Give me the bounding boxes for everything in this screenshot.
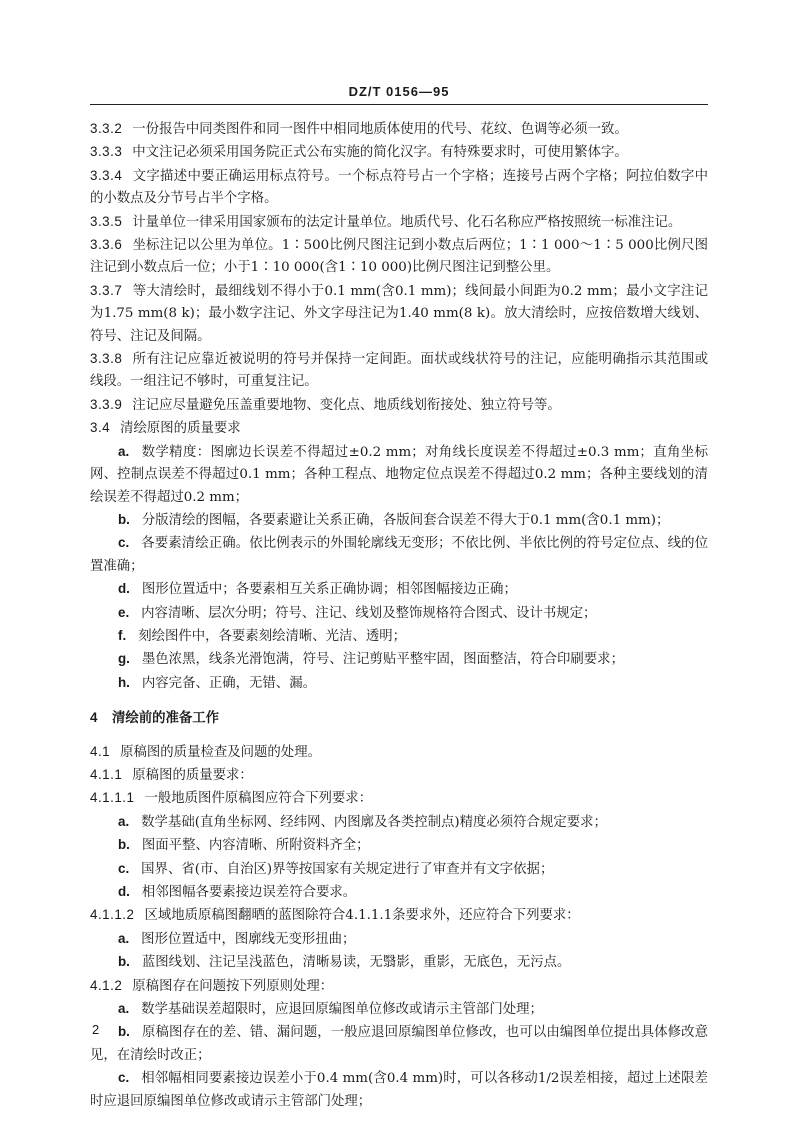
- document-body: [90, 118, 708, 1113]
- clause-text: 文字描述中要正确运用标点符号。一个标点符号占一个字格；连接号占两个字格；阿拉伯数字中的小数点及分节号占半个字格。: [90, 168, 708, 207]
- list-item-text: 数学基础(直角坐标网、经纬网、内图廓及各类控制点)精度必须符合规定要求；: [141, 814, 607, 830]
- list-item: [90, 509, 708, 532]
- clause-text: 一份报告中同类图件和同一图件中相同地质体使用的代号、花纹、色调等必须一致。: [132, 122, 628, 137]
- list-item-text: 刻绘图件中，各要素刻绘清晰、光洁、透明；: [138, 628, 406, 644]
- clause-paragraph: [90, 417, 708, 440]
- list-item-label: a.: [118, 813, 130, 829]
- list-item: [90, 441, 708, 509]
- list-item: [90, 602, 708, 625]
- section-number: 4: [90, 710, 98, 726]
- clause-number: 3.3.9: [90, 396, 123, 412]
- section-title: 清绘前的准备工作: [111, 711, 220, 727]
- clause-paragraph: [90, 975, 708, 998]
- list-item-label: c.: [118, 860, 130, 876]
- clause-number: 3.3.3: [90, 144, 123, 160]
- list-item: [90, 858, 708, 881]
- list-item-text: 内容清晰、层次分明；符号、注记、线划及整饰规格符合图式、设计书规定；: [141, 605, 597, 621]
- clause-text: 注记应尽量避免压盖重要地物、变化点、地质线划衔接处、独立符号等。: [132, 397, 561, 413]
- list-item: [90, 1021, 708, 1067]
- clause-text: 所有注记应靠近被说明的符号并保持一定间距。面状或线状符号的注记，应能明确指示其范围或线段。一组注记不够时，可重复注记。: [90, 352, 708, 390]
- clause-number: 3.3.5: [90, 213, 123, 229]
- list-item-text: 内容完备、正确，无错、漏。: [141, 675, 316, 691]
- list-item: [90, 648, 708, 671]
- list-item-label: b.: [118, 1024, 130, 1040]
- list-item-text: 数学精度：图廓边长误差不得超过±0.2 mm；对角线长度误差不得超过±0.3 mm；直角坐标网、控制点误差不得超过0.1 mm；各种工程点、地物定位点误差不得超过0.2 mm；各种主要线划的清绘误差不得超过0.2 mm；: [90, 444, 708, 505]
- clause-text: 坐标注记以公里为单位。1∶500比例尺图注记到小数点后两位；1∶1 000～1∶5 000比例尺图注记到小数点后一位；小于1∶10 000(含1∶10 000)比例尺图注记到整公里。: [90, 238, 708, 276]
- clause-number: 4.1: [90, 743, 111, 759]
- list-item: [90, 1067, 708, 1113]
- clause-text: 计量单位一律采用国家颁布的法定计量单位。地质代号、化石名称应严格按照统一标准注记。: [132, 214, 682, 230]
- list-item-label: c.: [118, 1070, 130, 1086]
- clause-paragraph: [90, 394, 708, 417]
- clause-paragraph: [90, 904, 708, 927]
- list-item: [90, 625, 708, 648]
- list-item-text: 分版清绘的图幅，各要素避让关系正确，各版间套合误差不得大于0.1 mm(含0.1 mm)；: [141, 512, 670, 528]
- clause-text: 区域地质原稿图翻晒的蓝图除符合4.1.1.1条要求外，还应符合下列要求：: [144, 908, 580, 924]
- list-item-text: 墨色浓黑，线条光滑饱满，符号、注记剪贴平整牢固，图面整洁，符合印刷要求；: [141, 652, 624, 668]
- list-item-text: 蓝图线划、注记呈浅蓝色，清晰易读，无翳影，重影，无底色，无污点。: [141, 955, 571, 971]
- clause-text: 等大清绘时，最细线划不得小于0.1 mm(含0.1 mm)；线间最小间距为0.2 mm；最小文字注记为1.75 mm(8 k)；最小数字注记、外文字母注记为1.40 mm(8 k)。放大清绘时，应按倍数增大线划、符号、注记及间隔。: [90, 283, 708, 344]
- clause-text: 原稿图存在问题按下列原则处理：: [132, 978, 334, 994]
- list-item-label: d.: [118, 884, 130, 899]
- list-item: [90, 672, 708, 695]
- clause-paragraph: [90, 741, 708, 764]
- list-item-label: e.: [118, 604, 130, 620]
- list-item: [90, 881, 708, 904]
- list-item: [90, 578, 708, 601]
- list-item: [90, 951, 708, 974]
- clause-text: 中文注记必须采用国务院正式公布实施的简化汉字。有特殊要求时，可使用繁体字。: [132, 145, 628, 161]
- section-heading: [90, 707, 708, 730]
- header-rule: [90, 104, 708, 105]
- clause-paragraph: [90, 280, 708, 348]
- clause-number: 3.3.6: [90, 237, 123, 253]
- clause-number: 3.3.2: [90, 121, 123, 136]
- list-item-label: a.: [118, 1001, 130, 1017]
- list-item-text: 图形位置适中，图廓线无变形扭曲；: [141, 931, 356, 947]
- list-item-text: 各要素清绘正确。依比例表示的外围轮廓线无变形；不依比例、半依比例的符号定位点、线的位置准确；: [90, 536, 708, 574]
- list-item-label: d.: [118, 581, 130, 597]
- list-item-label: h.: [118, 674, 130, 690]
- clause-number: 4.1.1: [90, 766, 123, 782]
- clause-paragraph: [90, 764, 708, 787]
- clause-number: 4.1.1.1: [90, 790, 135, 806]
- list-item-label: a.: [118, 443, 130, 459]
- clause-number: 3.3.8: [90, 351, 123, 367]
- list-item-label: a.: [118, 930, 130, 946]
- list-item-label: b.: [118, 837, 130, 853]
- list-item-label: b.: [118, 954, 130, 970]
- document-code: DZ/T 0156—95: [348, 84, 450, 99]
- clause-paragraph: [90, 348, 708, 394]
- list-item: [90, 811, 708, 834]
- clause-text: 清绘原图的质量要求: [120, 421, 241, 437]
- list-item: [90, 532, 708, 578]
- clause-paragraph: [90, 141, 708, 164]
- list-item-text: 相邻图幅各要素接边误差符合要求。: [141, 885, 357, 900]
- clause-paragraph: [90, 234, 708, 280]
- clause-paragraph: [90, 118, 708, 141]
- list-item-text: 图面平整、内容清晰、所附资料齐全；: [141, 838, 370, 854]
- clause-number: 3.3.7: [90, 282, 123, 298]
- clause-text: 原稿图的质量要求：: [132, 767, 253, 783]
- page-number: 2: [92, 1022, 100, 1037]
- clause-text: 一般地质图件原稿图应符合下列要求：: [144, 791, 373, 807]
- clause-number: 4.1.1.2: [90, 907, 135, 923]
- list-item-text: 数学基础误差超限时，应退回原编图单位修改或请示主管部门处理；: [141, 1002, 543, 1018]
- list-item-label: g.: [118, 651, 130, 667]
- clause-paragraph: [90, 787, 708, 810]
- list-item-text: 相邻幅相同要素接边误差小于0.4 mm(含0.4 mm)时，可以各移动1/2误差相接，超过上述限差时应退回原编图单位修改或请示主管部门处理；: [90, 1071, 708, 1109]
- list-item-text: 原稿图存在的差、错、漏问题，一般应退回原编图单位修改，也可以由编图单位提出具体修改意见，在清绘时改正；: [90, 1025, 708, 1063]
- list-item-text: 国界、省(市、自治区)界等按国家有关规定进行了审查并有文字依据；: [141, 861, 554, 877]
- list-item-label: c.: [118, 535, 130, 551]
- clause-number: 4.1.2: [90, 977, 123, 993]
- clause-number: 3.4: [90, 420, 111, 436]
- clause-text: 原稿图的质量检查及问题的处理。: [120, 744, 321, 760]
- clause-paragraph: [90, 165, 708, 211]
- list-item-label: f.: [118, 627, 127, 643]
- list-item-label: b.: [118, 511, 130, 527]
- list-item: [90, 998, 708, 1021]
- clause-paragraph: [90, 211, 708, 234]
- list-item: [90, 834, 708, 857]
- list-item-text: 图形位置适中；各要素相互关系正确协调；相邻图幅接边正确；: [141, 582, 517, 598]
- clause-number: 3.3.4: [90, 167, 123, 183]
- list-item: [90, 928, 708, 951]
